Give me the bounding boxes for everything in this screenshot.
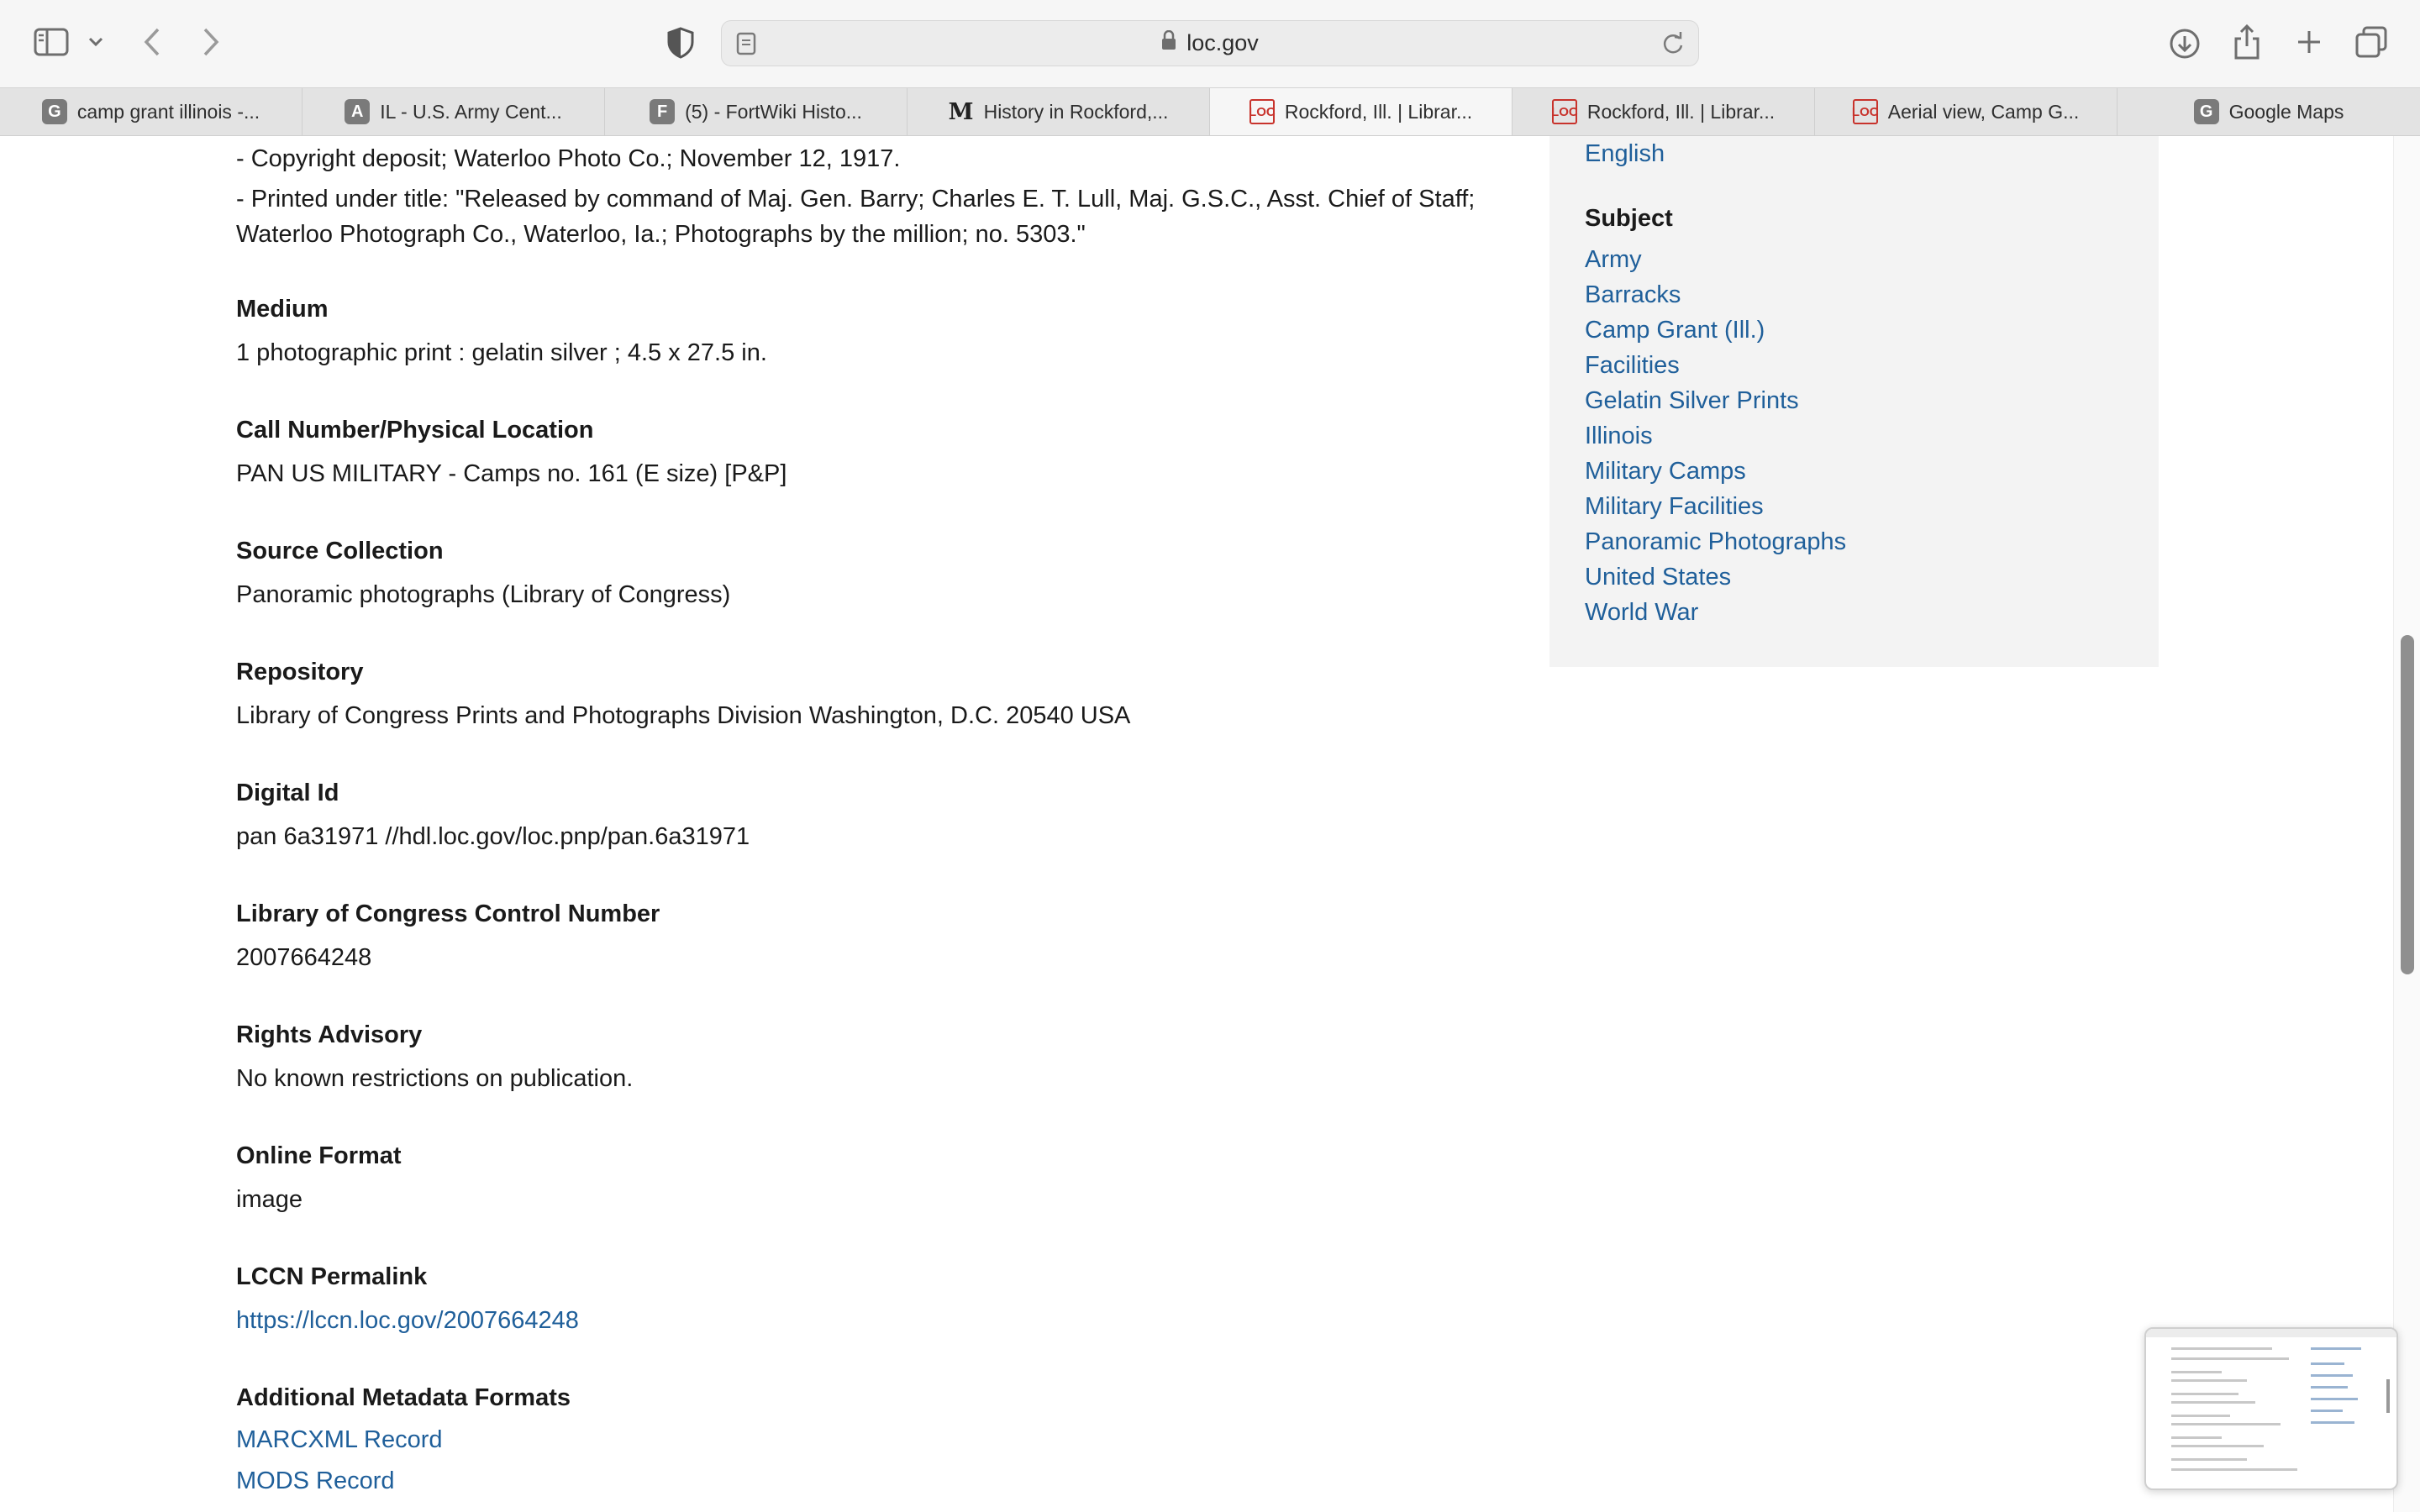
subject-link[interactable]: Facilities [1585,352,1680,379]
tab-army-center[interactable] [302,88,605,135]
address-url: loc.gov [1186,30,1259,55]
tab-rockford-loc-active[interactable] [1210,88,1512,135]
tab-title: Rockford, Ill. | Librar... [1586,100,1776,123]
field-call-number [236,413,786,491]
field-label: Additional Metadata Formats [236,1384,571,1411]
field-repository [236,655,1130,732]
medium-favicon-icon: M [948,98,974,125]
fortwiki-favicon-icon: F [650,99,675,124]
permalink-link[interactable]: https://lccn.loc.gov/2007664248 [236,1307,579,1334]
field-value: 2007664248 [236,944,372,971]
subject-link[interactable]: Illinois [1585,423,1653,449]
tabs-overview-icon[interactable] [2353,24,2390,60]
loc-favicon-icon: LOC [1552,99,1577,124]
tab-title: (5) - FortWiki Histo... [685,100,862,123]
tab-title: Aerial view, Camp G... [1887,100,2080,123]
field-value: 1 photographic print : gelatin silver ; 4.5 x 27.5 in. [236,339,767,366]
subject-link[interactable]: Barracks [1585,281,1681,308]
field-label: Repository [236,659,364,685]
subject-link[interactable]: Panoramic Photographs [1585,528,1847,555]
subject-heading: Subject [1585,205,1673,232]
subject-link[interactable]: United States [1585,564,1732,591]
field-label: LCCN Permalink [236,1263,428,1290]
tab-title: IL - U.S. Army Cent... [380,100,562,123]
field-value [236,1304,579,1337]
field-label: Online Format [236,1142,402,1169]
loc-favicon-icon: LOC [1249,99,1275,124]
address-bar[interactable] [721,20,1699,66]
note-copyright: - Copyright deposit; Waterloo Photo Co.; November 12, 1917. [236,145,901,172]
site-a-favicon-icon: A [345,99,370,124]
mods-record-link[interactable]: MODS Record [236,1467,395,1494]
tab-camp-grant-search[interactable] [0,88,302,135]
tab-title: Rockford, Ill. | Librar... [1284,100,1473,123]
address-text-group [1161,30,1259,56]
lock-icon [1161,30,1176,56]
field-lccn [236,897,660,974]
subject-link[interactable]: Camp Grant (Ill.) [1585,317,1765,344]
page-menu-icon[interactable] [735,32,757,59]
field-digital-id [236,776,750,853]
browser-toolbar [0,0,2420,87]
share-icon[interactable] [2230,22,2264,62]
field-label: Call Number/Physical Location [236,417,594,444]
field-metadata-formats [236,1381,571,1502]
field-value: Panoramic photographs (Library of Congress) [236,581,731,608]
subject-link[interactable]: Military Camps [1585,458,1746,485]
tab-fortwiki[interactable] [605,88,908,135]
subject-link[interactable]: Military Facilities [1585,493,1764,520]
tab-aerial-view[interactable] [1815,88,2118,135]
back-chevron-left-icon[interactable] [139,27,165,57]
subject-list [1585,242,1846,630]
reload-icon[interactable] [1661,32,1685,59]
field-value: PAN US MILITARY - Camps no. 161 (E size) [P&P] [236,460,787,487]
language-link[interactable]: English [1585,140,1665,167]
field-source-collection [236,534,730,612]
field-value: No known restrictions on publication. [236,1065,634,1092]
marcxml-record-link[interactable]: MARCXML Record [236,1426,443,1453]
tab-title: History in Rockford,... [983,100,1169,123]
google-favicon-icon: G [42,99,67,124]
tab-google-maps[interactable] [2118,88,2420,135]
field-label: Rights Advisory [236,1021,423,1048]
loc-favicon-icon: LOC [1853,99,1878,124]
field-label: Source Collection [236,538,444,564]
subject-link[interactable]: World War [1585,599,1699,626]
tab-title: camp grant illinois -... [76,100,260,123]
subject-link[interactable]: Army [1585,246,1642,273]
field-value: image [236,1186,302,1213]
scrollbar-thumb[interactable] [2401,635,2414,974]
field-rights-advisory [236,1018,633,1095]
tab-history-rockford[interactable] [908,88,1210,135]
field-label: Library of Congress Control Number [236,900,660,927]
forward-chevron-right-icon[interactable] [198,27,224,57]
tab-title: Google Maps [2228,100,2344,123]
metadata-sidebar [1549,136,2159,667]
tab-strip [0,87,2420,136]
field-value: pan 6a31971 //hdl.loc.gov/loc.pnp/pan.6a31971 [236,823,750,850]
tab-rockford-loc[interactable] [1512,88,1815,135]
subject-link[interactable]: Gelatin Silver Prints [1585,387,1799,414]
field-label: Medium [236,296,329,323]
note-printed-title: - Printed under title: "Released by command of Maj. Gen. Barry; Charles E. T. Lull, Maj. G.S.C., Asst. Chief of Staff; Waterloo Photograph Co., Waterloo, Ia.; Photographs by the million; no. 5303." [236,186,1476,248]
sidebar-icon[interactable] [32,25,71,59]
screenshot-thumbnail-preview[interactable] [2144,1327,2398,1490]
field-medium [236,292,767,370]
field-lccn-permalink [236,1260,579,1337]
new-tab-plus-icon[interactable] [2292,25,2326,59]
field-label: Digital Id [236,780,339,806]
chevron-down-icon[interactable] [86,32,106,52]
page-content [0,136,2420,1512]
field-value: Library of Congress Prints and Photographs Division Washington, D.C. 20540 USA [236,702,1131,729]
metadata-links [236,1420,571,1502]
google-favicon-icon: G [2194,99,2219,124]
privacy-shield-icon[interactable] [664,25,697,60]
field-online-format [236,1139,402,1216]
download-icon[interactable] [2166,25,2203,62]
